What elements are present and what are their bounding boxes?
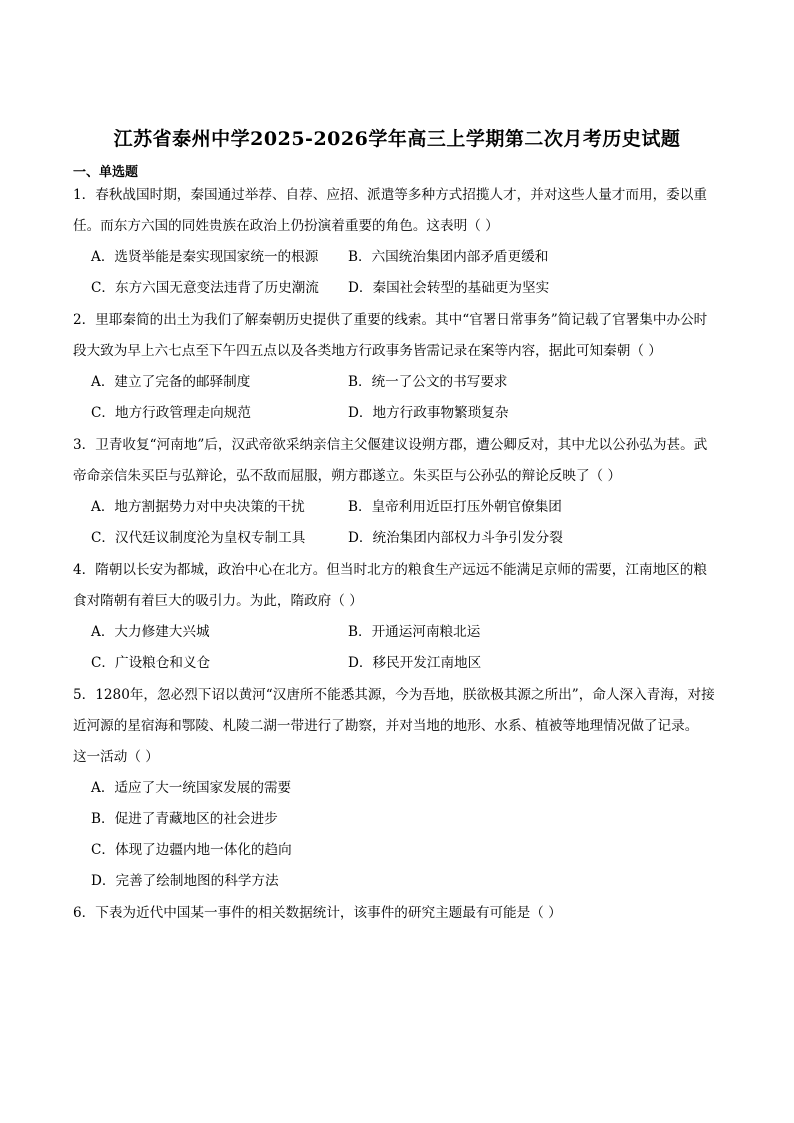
question-5-line-2: 近河源的星宿海和鄂陵、札陵二湖一带进行了勘察，并对当地的地形、水系、植被等地理情况做了记录。: [73, 718, 699, 734]
question-5: [73, 680, 723, 773]
question-4-option-d: D．移民开发江南地区: [348, 655, 482, 671]
question-6: [73, 898, 723, 929]
question-5-line-1: 5．1280年，忽必烈下诏以黄河“汉唐所不能悉其源，今为吾地，朕欲极其源之所出”，命人深入青海，对接: [73, 687, 715, 703]
question-5-option-a: A．适应了大一统国家发展的需要: [91, 780, 292, 796]
question-3-line-2: 帝命亲信朱买臣与弘辩论，弘不敌而屈服，朔方郡遂立。朱买臣与公孙弘的辩论反映了（ ）: [73, 468, 622, 484]
question-1-line-2: 任。而东方六国的同姓贵族在政治上仍扮演着重要的角色。这表明（ ）: [73, 218, 499, 234]
question-1-option-b: B．六国统治集团内部矛盾更缓和: [348, 249, 549, 265]
question-1-option-c: C．东方六国无意变法违背了历史潮流: [91, 280, 319, 296]
question-3-option-d: D．统治集团内部权力斗争引发分裂: [348, 530, 563, 546]
question-2-option-b: B．统一了公文的书写要求: [348, 374, 508, 390]
question-2: [73, 305, 723, 367]
question-2-option-d: D．地方行政事物繁琐复杂: [348, 405, 509, 421]
question-2-line-2: 段大致为早上六七点至下午四五点以及各类地方行政事务皆需记录在案等内容，据此可知秦朝（ ）: [73, 343, 662, 359]
page-title: 江苏省泰州中学2025-2026学年高三上学期第二次月考历史试题: [113, 128, 681, 150]
question-4-line-2: 食对隋朝有着巨大的吸引力。为此，隋政府（ ）: [73, 593, 363, 609]
question-2-option-c: C．地方行政管理走向规范: [91, 405, 251, 421]
question-4: [73, 555, 723, 617]
question-4-option-c: C．广设粮仓和义仓: [91, 655, 211, 671]
question-1: [73, 180, 723, 242]
question-4-option-a: A．大力修建大兴城: [91, 624, 210, 640]
question-1-option-d: D．秦国社会转型的基础更为坚实: [348, 280, 550, 296]
section-heading: 一、单选题: [73, 165, 139, 180]
question-4-option-b: B．开通运河南粮北运: [348, 624, 481, 640]
question-5-option-c: C．体现了边疆内地一体化的趋向: [91, 842, 292, 858]
question-5-line-3: 这一活动（ ）: [73, 749, 159, 765]
question-3: [73, 430, 723, 492]
question-3-line-1: 3．卫青收复“河南地”后，汉武帝欲采纳亲信主父偃建议设朔方郡，遭公卿反对，其中尤以公孙弘为甚。武: [73, 437, 708, 453]
question-3-option-a: A．地方割据势力对中央决策的干扰: [91, 499, 305, 515]
question-5-option-b: B．促进了青藏地区的社会进步: [91, 811, 278, 827]
question-1-option-a: A．选贤举能是秦实现国家统一的根源: [91, 249, 319, 265]
question-2-line-1: 2．里耶秦简的出土为我们了解秦朝历史提供了重要的线索。其中“官署日常事务”简记载了官署集中办公时: [73, 312, 708, 328]
question-4-line-1: 4．隋朝以长安为都城，政治中心在北方。但当时北方的粮食生产远远不能满足京师的需要，江南地区的粮: [73, 562, 707, 578]
question-5-option-d: D．完善了绘制地图的科学方法: [91, 873, 279, 889]
question-2-option-a: A．建立了完备的邮驿制度: [91, 374, 251, 390]
question-3-option-b: B．皇帝利用近臣打压外朝官僚集团: [348, 499, 562, 515]
question-6-line-1: 6．下表为近代中国某一事件的相关数据统计，该事件的研究主题最有可能是（ ）: [73, 905, 562, 921]
question-3-option-c: C．汉代廷议制度沦为皇权专制工具: [91, 530, 306, 546]
question-1-line-1: 1．春秋战国时期，秦国通过举荐、自荐、应招、派遣等多种方式招揽人才，并对这些人量才而用，委以重: [73, 187, 707, 203]
